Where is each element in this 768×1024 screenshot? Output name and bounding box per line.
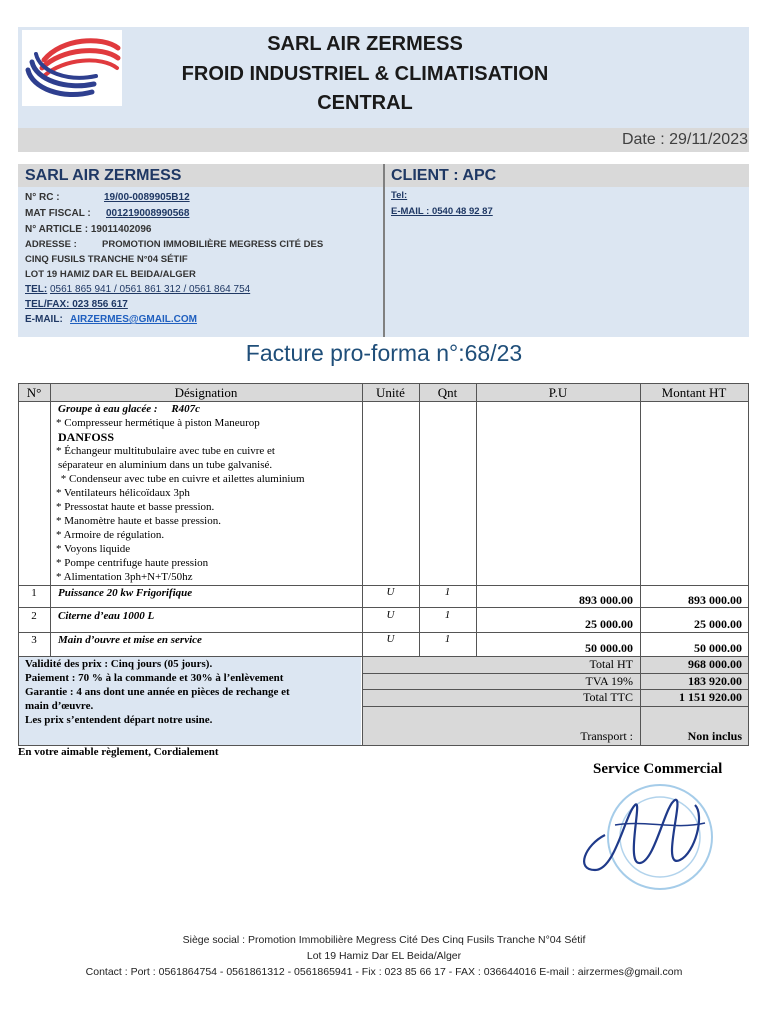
rc-value: 19/00-0089905B12 xyxy=(104,192,190,203)
client-email: E-MAIL : 0540 48 92 87 xyxy=(391,206,493,217)
total-ttc-value: 1 151 920.00 xyxy=(679,690,742,704)
company-line-3: CENTRAL xyxy=(317,92,413,114)
col-header-unit: Unité xyxy=(376,385,405,400)
transport-value: Non inclus xyxy=(687,729,742,743)
desc-title-line xyxy=(58,402,358,416)
row-1-qty: 1 xyxy=(444,586,451,598)
row-3-designation: Main d’ouvre et mise en service xyxy=(58,634,202,646)
col-header-designation: Désignation xyxy=(174,385,238,400)
row-1-pu: 893 000.00 xyxy=(579,593,633,607)
conditions-text xyxy=(25,657,360,727)
col-header-qty: Qnt xyxy=(437,385,458,400)
desc-line: * Manomètre haute et basse pression. xyxy=(56,515,221,527)
footer-line-1: Siège social : Promotion Immobilière Megress Cité Des Cinq Fusils Tranche N°04 Sétif xyxy=(182,934,586,946)
row-3-total: 50 000.00 xyxy=(694,641,742,655)
row-3-unit: U xyxy=(386,633,395,645)
row-3-number: 3 xyxy=(31,634,37,646)
seller-title: SARL AIR ZERMESS xyxy=(25,167,182,184)
tel-value[interactable]: 0561 865 941 / 0561 861 312 / 0561 864 754 xyxy=(50,284,251,295)
footer-line-2: Lot 19 Hamiz Dar EL Beida/Alger xyxy=(306,950,462,962)
service-commercial: Service Commercial xyxy=(593,761,723,777)
desc-title: Groupe à eau glacée : xyxy=(58,403,158,415)
desc-line: * Compresseur hermétique à piston Maneurop xyxy=(56,417,260,429)
desc-line: * Voyons liquide xyxy=(56,543,131,555)
fiscal-label: MAT FISCAL : xyxy=(25,208,91,219)
row-1-number: 1 xyxy=(31,587,37,599)
item-description xyxy=(58,402,358,584)
company-heading xyxy=(120,30,610,119)
desc-line: * Armoire de régulation. xyxy=(56,529,165,541)
tel-label: TEL: xyxy=(25,284,48,295)
footer-line-3: Contact : Port : 0561864754 - 0561861312 - 0561865941 - Fix : 023 85 66 17 - FAX : 036644016 E-mail : airzermes@gmail.com xyxy=(85,966,683,978)
condition-line: Validité des prix : Cinq jours (05 jours). xyxy=(25,658,213,670)
email-link[interactable]: AIRZERMES@GMAIL.COM xyxy=(70,314,197,325)
invoice-title: Facture pro-forma n°:68/23 xyxy=(245,340,523,366)
col-header-total: Montant HT xyxy=(661,385,727,400)
company-line-1: SARL AIR ZERMESS xyxy=(267,33,463,55)
col-header-pu: P.U xyxy=(548,385,568,400)
desc-line: * Condenseur avec tube en cuivre et ailettes aluminium xyxy=(58,473,305,485)
telfax: TEL/FAX: 023 856 617 xyxy=(25,299,128,310)
email-label: E-MAIL: xyxy=(25,314,63,325)
total-ttc-label: Total TTC xyxy=(583,690,633,704)
signature-stamp-icon xyxy=(555,775,730,905)
company-logo xyxy=(22,30,122,106)
row-2-designation: Citerne d’eau 1000 L xyxy=(58,610,155,622)
desc-ref: R407c xyxy=(171,403,201,415)
info-divider xyxy=(383,164,385,337)
desc-line: séparateur en aluminium dans un tube galvanisé. xyxy=(58,459,273,471)
row-1-unit: U xyxy=(386,586,395,598)
rc-label: N° RC : xyxy=(25,192,60,203)
company-line-2: FROID INDUSTRIEL & CLIMATISATION xyxy=(181,62,549,85)
row-3-qty: 1 xyxy=(444,633,451,645)
fiscal-value: 001219008990568 xyxy=(106,208,190,219)
desc-line: * Échangeur multitubulaire avec tube en cuivre et xyxy=(56,445,275,457)
condition-line: Les prix s’entendent départ notre usine. xyxy=(25,714,213,726)
desc-line: * Alimentation 3ph+N+T/50hz xyxy=(56,571,193,583)
desc-line: DANFOSS xyxy=(58,430,115,444)
row-2-unit: U xyxy=(386,609,395,621)
total-ht-value: 968 000.00 xyxy=(688,657,742,671)
condition-line: Garantie : 4 ans dont une année en pièces de rechange et xyxy=(25,686,290,698)
row-2-total: 25 000.00 xyxy=(694,617,742,631)
address-line-2: CINQ FUSILS TRANCHE N°04 SÉTIF xyxy=(25,254,188,265)
address-label: ADRESSE : xyxy=(25,239,77,250)
col-header-n: N° xyxy=(26,385,42,400)
condition-line: Paiement : 70 % à la commande et 30% à l’enlèvement xyxy=(25,672,284,684)
address-line-3: LOT 19 HAMIZ DAR EL BEIDA/ALGER xyxy=(25,269,196,280)
tva-label: TVA 19% xyxy=(585,674,633,688)
address-line-1: PROMOTION IMMOBILIÈRE MEGRESS CITÉ DES xyxy=(102,239,324,250)
article-number: N° ARTICLE : 19011402096 xyxy=(25,224,152,235)
tva-value: 183 920.00 xyxy=(688,674,742,688)
total-ht-label: Total HT xyxy=(589,657,633,671)
row-1-total: 893 000.00 xyxy=(688,593,742,607)
row-1-designation: Puissance 20 kw Frigorifique xyxy=(58,587,193,599)
row-3-pu: 50 000.00 xyxy=(585,641,633,655)
client-title: CLIENT : APC xyxy=(391,167,497,184)
desc-line: * Pompe centrifuge haute pression xyxy=(56,557,209,569)
invoice-date: Date : 29/11/2023 xyxy=(621,131,748,148)
page-footer xyxy=(0,932,768,980)
row-2-pu: 25 000.00 xyxy=(585,617,633,631)
row-2-number: 2 xyxy=(31,610,37,622)
desc-line: * Ventilateurs hélicoïdaux 3ph xyxy=(56,487,190,499)
desc-line: * Pressostat haute et basse pression. xyxy=(56,501,215,513)
client-tel: Tel: xyxy=(391,190,408,201)
row-2-qty: 1 xyxy=(444,609,451,621)
closing-text: En votre aimable règlement, Cordialement xyxy=(18,746,219,758)
transport-label: Transport : xyxy=(580,729,633,743)
condition-line: main d’œuvre. xyxy=(25,700,94,712)
